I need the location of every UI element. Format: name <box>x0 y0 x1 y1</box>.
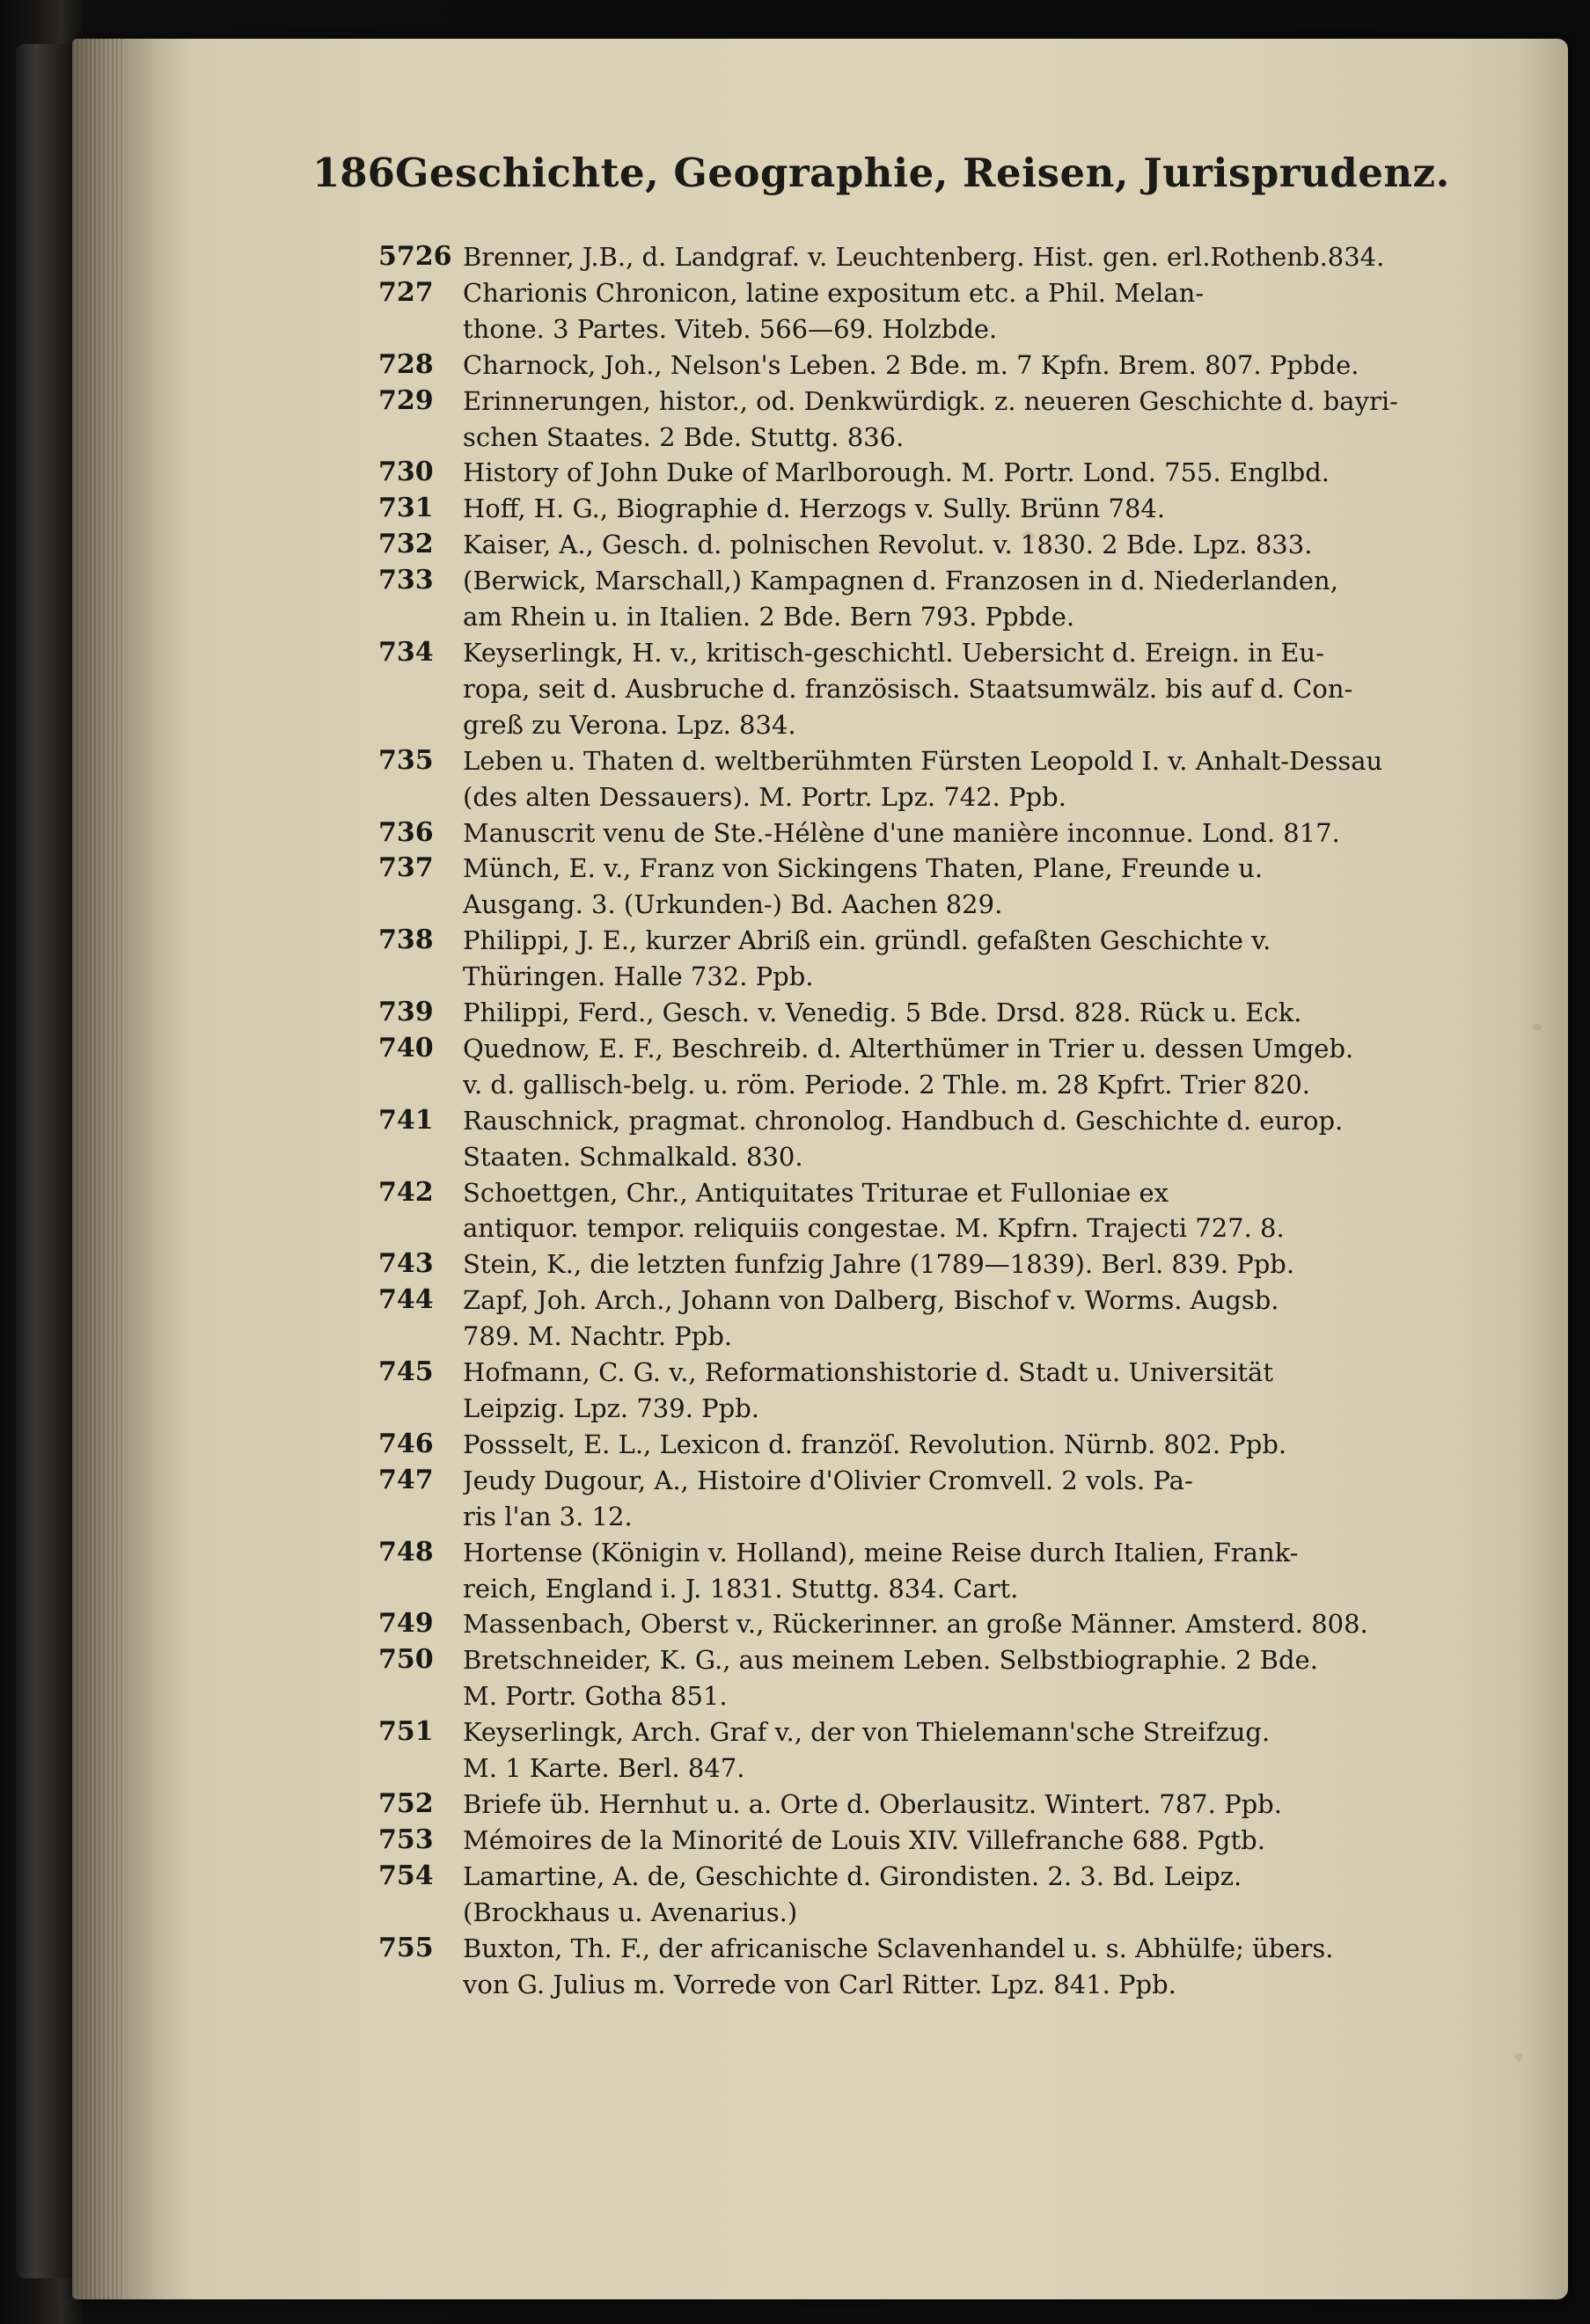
catalogue-entry <box>378 455 1473 491</box>
entry-number: 755 <box>378 1932 434 1963</box>
entry-text <box>463 527 1473 563</box>
entry-text <box>463 743 1473 815</box>
entry-line: Quednow, E. F., Beschreib. d. Alterthümer in Trier u. dessen Umgeb. <box>463 1033 1354 1063</box>
entry-line: von G. Julius m. Vorrede von Carl Ritter. Lpz. 841. Ppb. <box>463 1969 1176 1999</box>
catalogue-entry <box>378 1823 1473 1859</box>
entry-line: Ausgang. 3. (Urkunden-) Bd. Aachen 829. <box>463 889 1003 920</box>
catalogue-entry <box>378 563 1473 635</box>
catalogue-entry <box>378 815 1473 851</box>
entry-text <box>463 1246 1473 1283</box>
catalogue-entry <box>378 995 1473 1031</box>
running-head-title: Geschichte, Geographie, Reisen, Jurisprudenz. <box>394 150 1450 196</box>
entry-text <box>463 923 1473 995</box>
entry-number: 737 <box>378 852 434 884</box>
catalogue-entry <box>378 1031 1473 1103</box>
entry-number: 742 <box>378 1176 434 1208</box>
entry-number: 733 <box>378 565 434 596</box>
entry-line: schen Staates. 2 Bde. Stuttg. 836. <box>463 421 905 452</box>
paper-spot <box>1533 1024 1542 1031</box>
entry-number: 736 <box>378 816 434 848</box>
catalogue-entry <box>378 1355 1473 1427</box>
entry-number: 730 <box>378 457 434 488</box>
entry-number: 738 <box>378 924 434 956</box>
entry-line: ropa, seit d. Ausbruche d. französisch. Staatsumwälz. bis auf d. Con- <box>463 673 1353 704</box>
entry-text <box>463 563 1473 635</box>
entry-number: 727 <box>378 276 434 308</box>
catalogue-entry <box>378 743 1473 815</box>
entry-line: Brenner, J.B., d. Landgraf. v. Leuchtenberg. Hist. gen. erl.Rothenb.834. <box>463 242 1385 272</box>
running-head <box>312 150 1450 208</box>
catalogue-entry <box>378 851 1473 923</box>
entry-text <box>463 1463 1473 1535</box>
entry-line: Briefe üb. Hernhut u. a. Orte d. Oberlausitz. Wintert. 787. Ppb. <box>463 1788 1282 1819</box>
entry-text <box>463 491 1473 527</box>
catalogue-entry <box>378 347 1473 384</box>
catalogue-entry <box>378 1246 1473 1283</box>
entry-text <box>463 1103 1473 1175</box>
entry-line: Keyserlingk, Arch. Graf v., der von Thielemann'sche Streifzug. <box>463 1717 1271 1748</box>
entry-number: 745 <box>378 1356 434 1388</box>
entry-line: M. Portr. Gotha 851. <box>463 1681 728 1712</box>
entry-line: v. d. gallisch-belg. u. röm. Periode. 2 Thle. m. 28 Kpfrt. Trier 820. <box>463 1069 1310 1100</box>
entry-line: Philippi, Ferd., Gesch. v. Venedig. 5 Bde. Drsd. 828. Rück u. Eck. <box>463 998 1302 1028</box>
entry-text <box>463 1931 1473 2003</box>
entry-line: Hoff, H. G., Biographie d. Herzogs v. Sully. Brünn 784. <box>463 493 1166 524</box>
entry-number: 754 <box>378 1860 434 1891</box>
entry-line: Jeudy Dugour, A., Histoire d'Olivier Cromvell. 2 vols. Pa- <box>463 1465 1193 1495</box>
catalogue-entry <box>378 239 1473 275</box>
entry-number: 729 <box>378 384 434 416</box>
entry-line: antiquor. tempor. reliquiis congestae. M. Kpfrn. Trajecti 727. 8. <box>463 1213 1285 1244</box>
entry-line: greß zu Verona. Lpz. 834. <box>463 709 796 740</box>
catalogue-entry <box>378 1714 1473 1787</box>
entry-number: 739 <box>378 997 434 1028</box>
entry-number: 731 <box>378 493 434 524</box>
entry-text <box>463 635 1473 743</box>
entry-line: History of John Duke of Marlborough. M. Portr. Lond. 755. Englbd. <box>463 457 1330 488</box>
entry-line: thone. 3 Partes. Viteb. 566—69. Holzbde. <box>463 313 998 344</box>
entry-number: 744 <box>378 1284 434 1316</box>
catalogue-entry <box>378 635 1473 743</box>
entry-line: Erinnerungen, histor., od. Denkwürdigk. z. neueren Geschichte d. bayri- <box>463 385 1398 416</box>
catalogue-entry <box>378 275 1473 347</box>
entry-text <box>463 1787 1473 1823</box>
catalogue-entry <box>378 1931 1473 2003</box>
entry-line: reich, England i. J. 1831. Stuttg. 834. Cart. <box>463 1573 1019 1604</box>
entry-text <box>463 275 1473 347</box>
entry-number: 749 <box>378 1608 434 1640</box>
catalogue-entry <box>378 1283 1473 1355</box>
catalogue-entry <box>378 491 1473 527</box>
entry-line: (Berwick, Marschall,) Kampagnen d. Franzosen in d. Niederlanden, <box>463 566 1338 596</box>
entry-line: 789. M. Nachtr. Ppb. <box>463 1321 733 1352</box>
entry-number: 752 <box>378 1787 434 1819</box>
entry-line: Stein, K., die letzten funfzig Jahre (1789—1839). Berl. 839. Ppb. <box>463 1249 1295 1280</box>
entry-text <box>463 1606 1473 1642</box>
entry-text <box>463 384 1473 456</box>
entry-number: 5726 <box>378 241 452 272</box>
entry-line: ris l'an 3. 12. <box>463 1501 633 1531</box>
catalogue-entry <box>378 384 1473 456</box>
entry-number: 750 <box>378 1644 434 1676</box>
entry-line: Bretschneider, K. G., aus meinem Leben. Selbstbiographie. 2 Bde. <box>463 1645 1318 1676</box>
entry-line: Kaiser, A., Gesch. d. polnischen Revolut. v. 1830. 2 Bde. Lpz. 833. <box>463 530 1313 560</box>
entry-number: 748 <box>378 1536 434 1568</box>
entry-text <box>463 815 1473 851</box>
entry-text <box>463 1283 1473 1355</box>
catalogue-entry <box>378 527 1473 563</box>
catalogue-entry <box>378 1175 1473 1247</box>
entry-number: 735 <box>378 744 434 776</box>
entry-number: 751 <box>378 1716 434 1748</box>
entry-line: Massenbach, Oberst v., Rückerinner. an große Männer. Amsterd. 808. <box>463 1609 1368 1640</box>
paper-spot <box>1515 2053 1523 2061</box>
entry-line: Lamartine, A. de, Geschichte d. Girondisten. 2. 3. Bd. Leipz. <box>463 1860 1242 1891</box>
entry-line: M. 1 Karte. Berl. 847. <box>463 1753 745 1784</box>
catalogue-entry <box>378 923 1473 995</box>
entry-line: Leipzig. Lpz. 739. Ppb. <box>463 1393 759 1423</box>
entry-text <box>463 1859 1473 1931</box>
entry-number: 728 <box>378 348 434 380</box>
entry-text <box>463 239 1473 275</box>
entry-text <box>463 455 1473 491</box>
entry-text <box>463 1355 1473 1427</box>
entry-text <box>463 1427 1473 1463</box>
entry-line: Philippi, J. E., kurzer Abriß ein. gründl. gefaßten Geschichte v. <box>463 925 1271 956</box>
entry-text <box>463 851 1473 923</box>
entry-line: Hofmann, C. G. v., Reformationshistorie d. Stadt u. Universität <box>463 1357 1273 1388</box>
entry-number: 753 <box>378 1823 434 1855</box>
entry-text <box>463 1535 1473 1607</box>
catalogue-entry <box>378 1463 1473 1535</box>
entry-line: Charionis Chronicon, latine expositum etc. a Phil. Melan- <box>463 277 1205 308</box>
entry-line: Leben u. Thaten d. weltberühmten Fürsten Leopold I. v. Anhalt-Dessau <box>463 745 1383 776</box>
entry-line: Schoettgen, Chr., Antiquitates Triturae et Fulloniae ex <box>463 1177 1169 1208</box>
entry-number: 746 <box>378 1428 434 1459</box>
entry-line: Rauschnick, pragmat. chronolog. Handbuch d. Geschichte d. europ. <box>463 1105 1344 1136</box>
entry-number: 741 <box>378 1104 434 1136</box>
entry-line: (Brockhaus u. Avenarius.) <box>463 1896 798 1927</box>
entry-line: Manuscrit venu de Ste.-Hélène d'une manière inconnue. Lond. 817. <box>463 817 1340 848</box>
entry-number: 747 <box>378 1464 434 1495</box>
entry-line: (des alten Dessauers). M. Portr. Lpz. 742. Ppb. <box>463 781 1066 812</box>
catalogue-entry <box>378 1103 1473 1175</box>
entry-number: 732 <box>378 529 434 560</box>
entry-text <box>463 1714 1473 1787</box>
catalogue-entry <box>378 1859 1473 1931</box>
entry-text <box>463 1175 1473 1247</box>
catalogue-entry <box>378 1535 1473 1607</box>
entry-line: am Rhein u. in Italien. 2 Bde. Bern 793. Ppbde. <box>463 602 1075 632</box>
entry-number: 743 <box>378 1248 434 1280</box>
entry-line: Keyserlingk, H. v., kritisch-geschichtl. Uebersicht d. Ereign. in Eu- <box>463 637 1324 668</box>
entry-line: Possselt, E. L., Lexicon d. franzöſ. Revolution. Nürnb. 802. Ppb. <box>463 1429 1287 1459</box>
entry-line: Thüringen. Halle 732. Ppb. <box>463 961 814 992</box>
entry-number: 734 <box>378 636 434 668</box>
entry-line: Buxton, Th. F., der africanische Sclavenhandel u. s. Abhülfe; übers. <box>463 1933 1334 1963</box>
entry-line: Hortense (Königin v. Holland), meine Reise durch Italien, Frank- <box>463 1537 1299 1568</box>
entry-line: Charnock, Joh., Nelson's Leben. 2 Bde. m. 7 Kpfn. Brem. 807. Ppbde. <box>463 349 1359 380</box>
entry-text <box>463 1642 1473 1714</box>
entry-line: Staaten. Schmalkald. 830. <box>463 1141 803 1172</box>
entry-text <box>463 995 1473 1031</box>
entry-line: Münch, E. v., Franz von Sickingens Thaten, Plane, Freunde u. <box>463 853 1264 884</box>
page-number: 186 <box>312 150 395 196</box>
entry-line: Mémoires de la Minorité de Louis XIV. Villefranche 688. Pgtb. <box>463 1824 1265 1855</box>
catalogue-entry <box>378 1427 1473 1463</box>
entry-text <box>463 1823 1473 1859</box>
entry-text <box>463 347 1473 384</box>
entry-line: Zapf, Joh. Arch., Johann von Dalberg, Bischof v. Worms. Augsb. <box>463 1285 1279 1316</box>
entry-number: 740 <box>378 1032 434 1063</box>
catalogue-entry <box>378 1606 1473 1642</box>
catalogue-entry <box>378 1642 1473 1714</box>
catalogue-entries <box>378 239 1473 2002</box>
entry-text <box>463 1031 1473 1103</box>
gutter-shadow <box>72 39 195 2299</box>
catalogue-entry <box>378 1787 1473 1823</box>
